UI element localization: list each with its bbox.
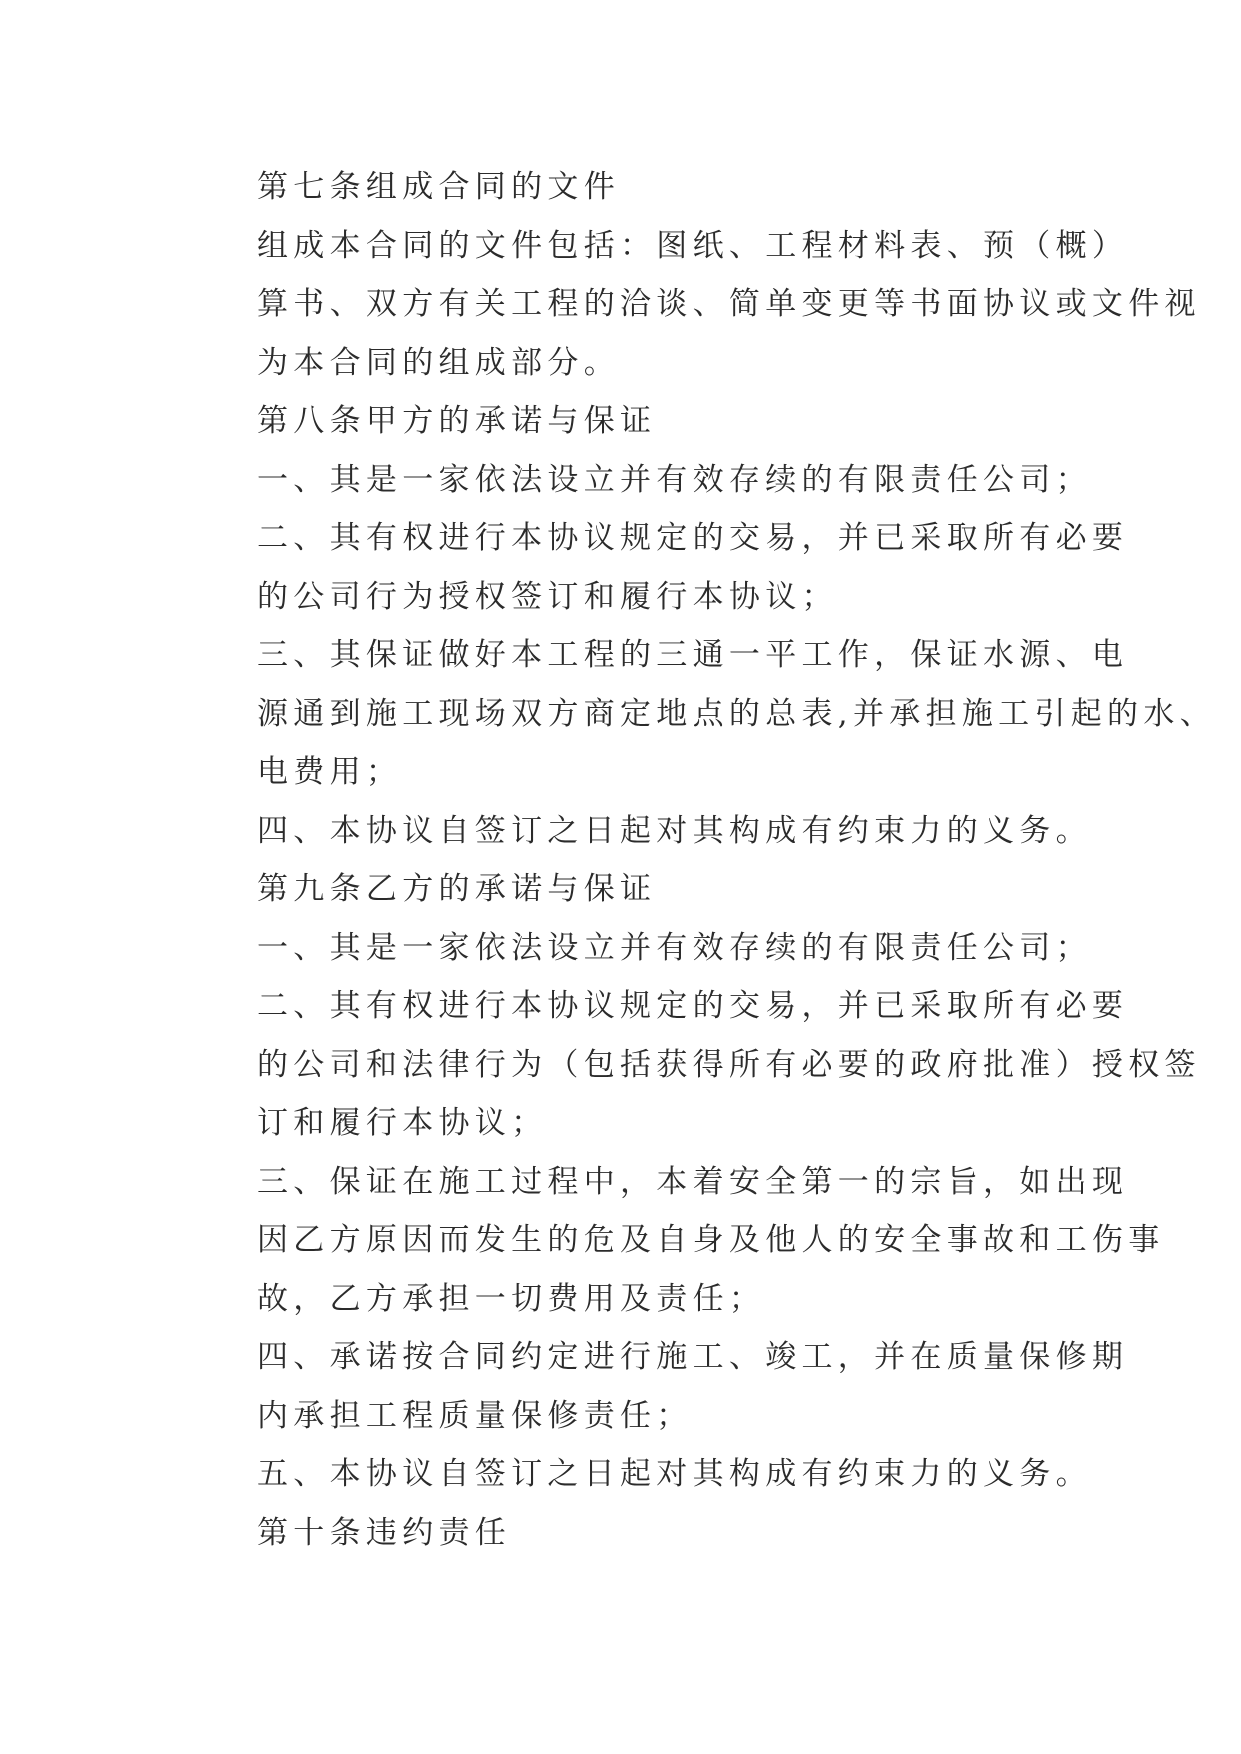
text-line: 三、其保证做好本工程的三通一平工作，保证水源、电: [257, 637, 1129, 673]
text-line: 因乙方原因而发生的危及自身及他人的安全事故和工伤事: [257, 1222, 1165, 1258]
document-body: [190, 158, 1216, 1562]
text-line: 第七条组成合同的文件: [257, 169, 620, 205]
article-9-item-1: [190, 919, 1092, 978]
text-line: 二、其有权进行本协议规定的交易，并已采取所有必要: [257, 520, 1129, 556]
article-7-heading: [190, 158, 1050, 217]
article-9-item-2: [190, 977, 1201, 1153]
text-line: 一、其是一家依法设立并有效存续的有限责任公司；: [257, 461, 1092, 498]
article-8-item-2: [190, 509, 1129, 626]
text-line: 三、保证在施工过程中，本着安全第一的宗旨，如出现: [257, 1163, 1129, 1200]
article-8-item-4: [190, 802, 1092, 861]
text-line: 源通到施工现场双方商定地点的总表,并承担施工引起的水、: [257, 695, 1216, 732]
text-line: 为本合同的组成部分。: [257, 344, 620, 381]
text-line: 订和履行本协议；: [257, 1105, 548, 1141]
article-9-item-5: [190, 1445, 1092, 1504]
text-line: 一、其是一家依法设立并有效存续的有限责任公司；: [257, 929, 1092, 966]
article-7-paragraph: [190, 217, 1201, 393]
article-8-item-1: [190, 451, 1092, 510]
article-9-item-4: [190, 1328, 1129, 1445]
text-line: 的公司行为授权签订和履行本协议；: [257, 578, 838, 615]
text-line: 第十条违约责任: [257, 1514, 512, 1551]
text-line: 五、本协议自签订之日起对其构成有约束力的义务。: [257, 1456, 1092, 1492]
article-9-heading: [190, 860, 1050, 919]
text-line: 故，乙方承担一切费用及责任；: [257, 1280, 766, 1317]
article-10-heading: [190, 1504, 1050, 1563]
text-line: 电费用；: [257, 754, 403, 790]
text-line: 第九条乙方的承诺与保证: [257, 871, 657, 907]
text-line: 算书、双方有关工程的洽谈、简单变更等书面协议或文件视: [257, 286, 1201, 322]
article-9-item-3: [190, 1153, 1165, 1329]
text-line: 四、本协议自签订之日起对其构成有约束力的义务。: [257, 812, 1092, 849]
text-line: 四、承诺按合同约定进行施工、竣工，并在质量保修期: [257, 1339, 1129, 1375]
text-line: 二、其有权进行本协议规定的交易，并已采取所有必要: [257, 988, 1129, 1024]
text-line: 内承担工程质量保修责任；: [257, 1397, 693, 1434]
text-line: 第八条甲方的承诺与保证: [257, 403, 657, 439]
article-8-item-3: [190, 626, 1216, 802]
article-8-heading: [190, 392, 1050, 451]
text-line: 组成本合同的文件包括：图纸、工程材料表、预（概）: [257, 227, 1129, 264]
text-line: 的公司和法律行为（包括获得所有必要的政府批准）授权签: [257, 1046, 1201, 1083]
